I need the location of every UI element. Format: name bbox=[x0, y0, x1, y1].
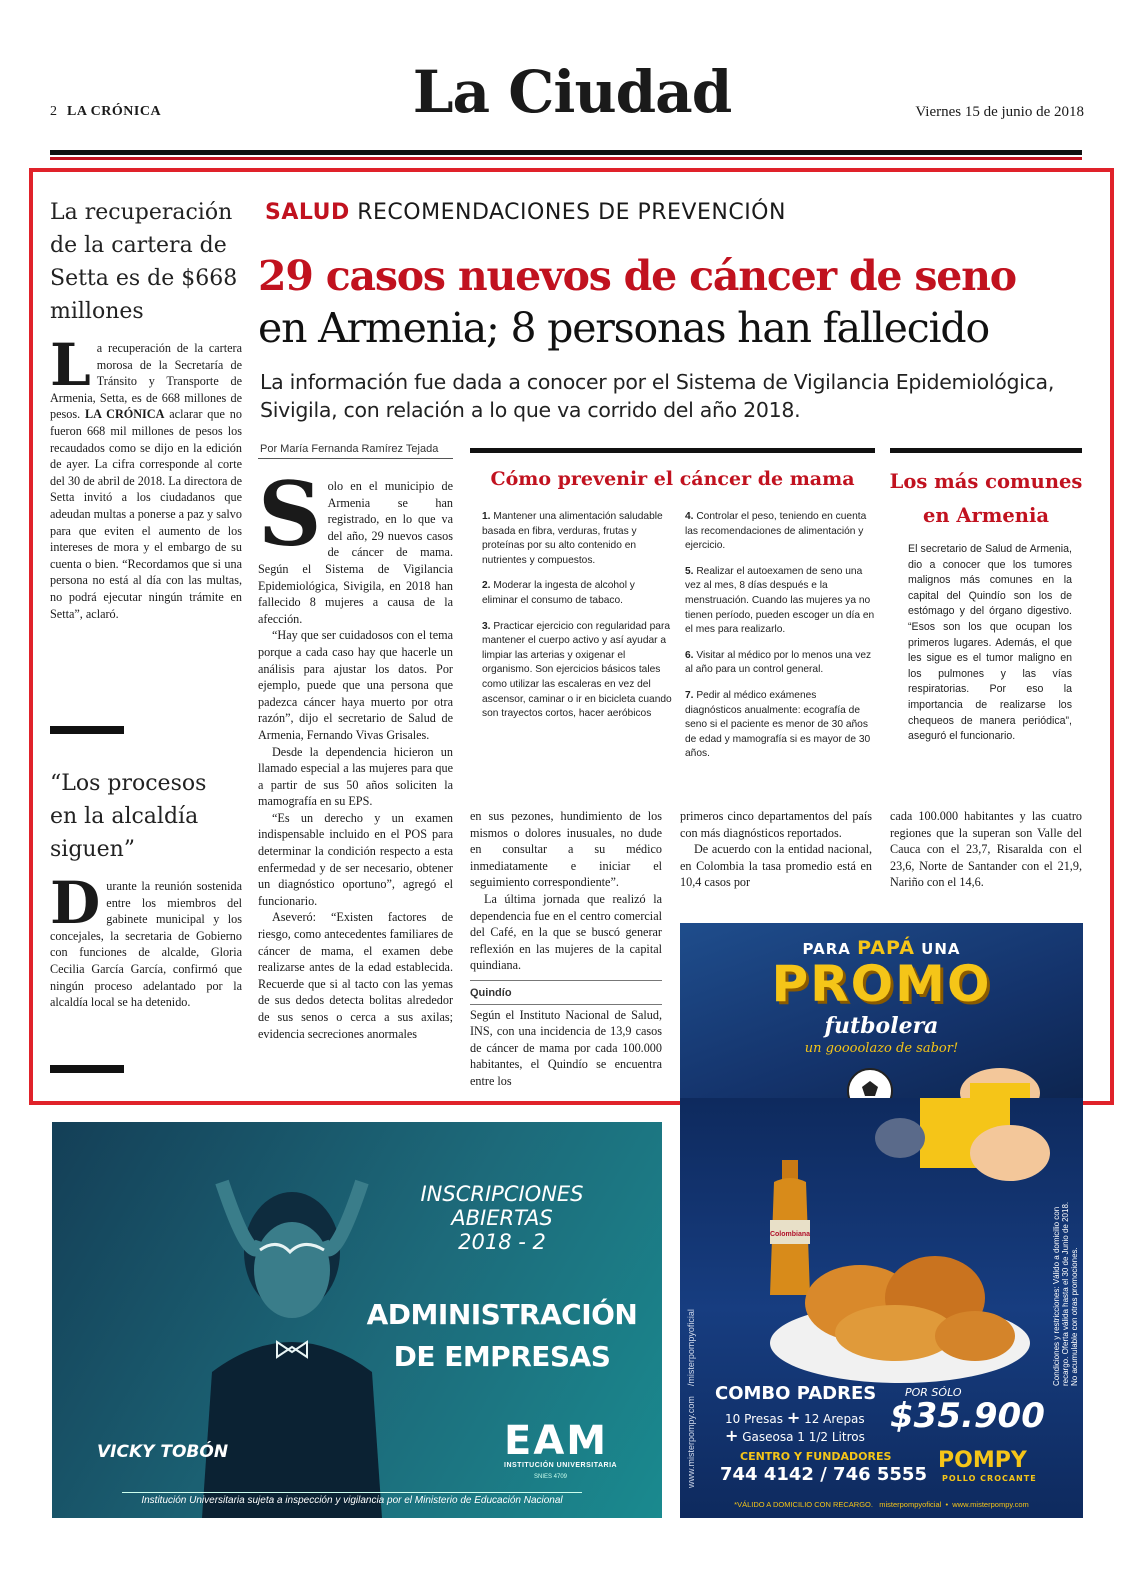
subhead-quindio: Quindío bbox=[470, 980, 662, 1002]
common-box-title: Los más comunes en Armenia bbox=[889, 470, 1083, 527]
issue-date: Viernes 15 de junio de 2018 bbox=[915, 104, 1084, 120]
prevention-tips-left bbox=[482, 510, 672, 733]
pompy-item-arepas: 12 Arepas bbox=[804, 1412, 865, 1426]
section-title: La Ciudad bbox=[412, 58, 732, 126]
article-column-2 bbox=[470, 808, 662, 1091]
prevention-tip: 6. Visitar al médico por lo menos una vez al año para un control general. bbox=[685, 649, 872, 676]
promo-slogan: un goooolazo de sabor! bbox=[804, 1041, 959, 1056]
sidebar-story1-body bbox=[50, 331, 242, 622]
paragraph: primeros cinco departamentos del país con más diagnósticos reportados. bbox=[680, 809, 872, 840]
soccer-ball-icon bbox=[840, 1061, 900, 1098]
pompy-location: CENTRO Y FUNDADORES bbox=[740, 1450, 892, 1463]
promo-futbolera: futbolera bbox=[824, 1013, 939, 1039]
common-box-body: El secretario de Salud de Armenia, dio a conocer que los tumores malignos más comunes en la capital del Quindío son los de estómago y del órgano digestivo. “Esos son los que ocupan los primeros lugares. Además, el que les sigue es el tumor maligno en los pulmones y las vías respiratorias. Por eso la importancia de realizarse los chequeos de manera periódica”, aseguró el funcionario. bbox=[908, 543, 1072, 743]
sidebar-story1-text: a recuperación de la cartera morosa de la Secretaría de Tránsito y Transporte de Armenia, Setta, es de 668 millones de pesos. LA CRÓNICA aclarar que no fueron 668 mil millones de pesos los recaudados como se dijo en la edición de ayer. La cifra corresponde al corte del 30 de abril de 2018. La directora de Setta invitó a los ciudadanos que adeudan multas a ponerse a paz y salvo para que eviten el aumento de los intereses de mora y el embargo de su cuenta o bien. “Recordamos que si una persona no está al día con las multas, no podrá ejecutar ningún trámite en Setta”, aclaró. bbox=[50, 341, 242, 621]
eam-snies: SNIES 4709 bbox=[534, 1474, 568, 1480]
pompy-conditions: Condiciones y restricciones: Válido a domicilio con recargo. Oferta válida hasta el 30 de Junio de 2018. No acumulable con otras promociones. bbox=[1052, 1201, 1079, 1386]
prevention-tip: 5. Realizar el autoexamen de seno una vez al mes, 8 días después e la menstruación. Cuando las mujeres ya no tienen período, pueden escoger un día en el mes para realizarlo. bbox=[685, 565, 875, 636]
eam-insc-line3: 2018 - 2 bbox=[458, 1230, 546, 1254]
article-deck: La información fue dada a conocer por el Sistema de Vigilancia Epidemiológica, Sivigila, con relación a lo que va corrido del año 2018. bbox=[260, 370, 1055, 422]
eam-program-line1: ADMINISTRACIÓN bbox=[366, 1298, 638, 1331]
paragraph: Aseveró: “Existen factores de riesgo, como antecedentes familiares de cáncer de mama, el examen debe realizarse antes de la edad establecida. Recuerde que si al tacto con las yemas de sus dedos detecta bolitas alrededor de sus senos o cerca a sus axilas; evidencia secreciones anormales bbox=[258, 910, 453, 1041]
paragraph: Desde la dependencia hicieron un llamado especial a las mujeres para que a partir de sus 50 años soliciten la mamografía en su EPS. bbox=[258, 744, 453, 809]
box-rule bbox=[890, 448, 1082, 453]
masthead-rule bbox=[50, 150, 1082, 155]
article-column-1-text: olo en el municipio de Armenia se han registrado, en lo que va del año, 29 nuevos casos de cáncer de mama. Según el Sistema de Vigilancia Epidemiológica, Sivigila, en 2018 han fallecido 8 mujeres a causa de la afección. “Hay que ser cuidadosos con el tema porque a cada caso hay que hacerle un análisis para ajustar los datos. Por ejemplo, puede que una persona que padezca cáncer haya muerto por otra razón”, dijo el secretario de Salud de Armenia, Fernando Vivas Grisales. Desde la dependencia hicieron un llamado especial a las mujeres para que a partir de sus 50 años soliciten la mamografía en su EPS. “Es un derecho y un examen indispensable incluido en el POS para determinar la condición respecto a esta enfermedad y de ser necesario, obtener un diagnóstico oportuno”, agregó el funcionario. Aseveró: “Existen factores de riesgo, como antecedentes familiares de cáncer de mama, el examen debe realizarse antes de la edad establecida. Recuerde que si al tacto con las yemas de sus dedos detecta bolitas alrededor de sus senos o cerca a sus axilas; evidencia secreciones anormales bbox=[258, 479, 453, 1041]
sidebar-divider bbox=[50, 726, 124, 734]
ad-pompy[interactable] bbox=[680, 1098, 1083, 1518]
paragraph: De acuerdo con la entidad nacional, en Colombia la tasa promedio está en 10,4 casos por bbox=[680, 842, 872, 890]
pompy-item-gaseosa: Gaseosa 1 1/2 Litros bbox=[742, 1430, 865, 1444]
dropcap: D bbox=[50, 869, 101, 937]
pompy-phones: 744 4142 / 746 5555 bbox=[720, 1464, 927, 1485]
article-column-1 bbox=[258, 478, 453, 1098]
eam-model-name: VICKY TOBÓN bbox=[97, 1442, 229, 1462]
mascot-icon bbox=[930, 1053, 1070, 1098]
prevention-tip: 7. Pedir al médico exámenes diagnósticos anualmente: ecografía de seno si el paciente es menor de 30 años de edad y mamografía si es mayor de 30 años. bbox=[685, 689, 871, 760]
paragraph: La última jornada que realizó la dependencia fue en el centro comercial del Café, en la que se buscó generar reflexión en las mujeres de la capital quindiana. bbox=[470, 891, 662, 973]
sidebar-story2-text: urante la reunión sostenida entre los miembros del gabinete municipal y los concejales, la secretaria de Gobierno con funciones de alcalde, Gloria Cecilia García García, confirmó que ningún proceso adelantado por la alcaldía local se ha detenido. bbox=[50, 879, 242, 1010]
pompy-item-presas: 10 Presas bbox=[725, 1412, 784, 1426]
pompy-brand-sub: POLLO CROCANTE bbox=[942, 1474, 1037, 1483]
promo-una: UNA bbox=[921, 940, 961, 958]
pompy-social: /misterpompyoficial bbox=[686, 1309, 696, 1387]
pompy-price: $35.900 bbox=[890, 1396, 1045, 1436]
eam-footer: Institución Universitaria sujeta a inspección y vigilancia por el Ministerio de Educación Nacional bbox=[122, 1492, 582, 1506]
bottle-label: Colombiana bbox=[769, 1231, 811, 1238]
pompy-combo: COMBO PADRES bbox=[715, 1383, 877, 1404]
prevention-tip: 1. Mantener una alimentación saludable basada en fibra, verduras, frutas y proteínas por su alto contenido en nutrientes y compuestos. bbox=[482, 511, 663, 566]
pompy-vertical-url bbox=[686, 1198, 700, 1488]
pompy-item-gaseosa-row: + Gaseosa 1 1/2 Litros bbox=[725, 1426, 865, 1445]
pompy-price-label: POR SÓLO bbox=[905, 1386, 962, 1399]
pompy-url: www.misterpompy.com bbox=[686, 1396, 696, 1488]
paragraph: en sus pezones, hundimiento de los mismos o dolores inusuales, no dude en consultar a su médico inmediatamente e iniciar el seguimiento correspondiente”. bbox=[470, 809, 662, 890]
article-kicker bbox=[265, 200, 786, 225]
box-rule bbox=[470, 448, 875, 453]
prevention-tip: 3. Practicar ejercicio con regularidad para mantener el cuerpo activo y así ayudar a limpiar las arterias y oxigenar el organismo. Son ejercicios básicos tales como utilizar las escaleras en vez del ascensor, caminar o ir en bicicleta cuando son trayectos cortos, hacer aeróbicos bbox=[482, 620, 672, 720]
ad-eam-university[interactable] bbox=[52, 1122, 662, 1518]
fried-chicken-plate-icon bbox=[760, 1208, 1040, 1388]
byline-rule bbox=[258, 458, 453, 459]
pompy-brand: POMPY bbox=[938, 1448, 1027, 1473]
article-column-4: cada 100.000 habitantes y las cuatro regiones que la superan son Valle del Cauca con el 23,7, Risaralda con el 23,6, Norte de Santander con el 21,9, Nariño con el 14,6. bbox=[890, 809, 1082, 890]
masthead-rule-red bbox=[50, 157, 1082, 160]
pompy-items: 10 Presas + 12 Arepas bbox=[725, 1408, 865, 1427]
eam-logo: EAM bbox=[504, 1418, 609, 1464]
dropcap: S bbox=[258, 478, 322, 566]
ad-promo-futbolera[interactable] bbox=[680, 923, 1083, 1098]
promo-papa: PAPÁ bbox=[857, 937, 915, 959]
article-column-2-text bbox=[470, 808, 662, 974]
prevention-tip: 4. Controlar el peso, teniendo en cuenta las recomendaciones de alimentación y ejercicio. bbox=[685, 511, 867, 552]
pompy-footer: *VÁLIDO A DOMICILIO CON RECARGO. misterpompyoficial • www.misterpompy.com bbox=[734, 1500, 1029, 1509]
article-column-2b-text: Según el Instituto Nacional de Salud, INS, con una incidencia de 13,9 casos de cáncer de mama por cada 100.000 habitantes, el Quindío se encuentra entre los bbox=[470, 1004, 662, 1091]
sidebar-story1-headline: La recuperación de la cartera de Setta es de $668 millones bbox=[50, 200, 238, 324]
eam-inscriptions bbox=[402, 1182, 602, 1254]
promo-word: PROMO bbox=[771, 955, 992, 1013]
sidebar-story2-body bbox=[50, 869, 242, 1011]
paragraph: “Es un derecho y un examen indispensable incluido en el POS para determinar la condición respecto a esta enfermedad y de ser necesario, obtener un diagnóstico oportuno”, agregó el funcionario. bbox=[258, 810, 453, 908]
article-column-3 bbox=[680, 808, 872, 891]
page-number: 2 bbox=[50, 104, 57, 119]
headline-black: en Armenia; 8 personas han fallecido bbox=[258, 304, 989, 352]
eam-insc-line1: INSCRIPCIONES bbox=[420, 1182, 584, 1206]
prevention-tip: 2. Moderar la ingesta de alcohol y eliminar el consumo de tabaco. bbox=[482, 580, 635, 606]
eam-insc-line2: ABIERTAS bbox=[451, 1206, 553, 1230]
byline: Por María Fernanda Ramírez Tejada bbox=[260, 443, 439, 455]
prevention-tips-right bbox=[685, 510, 875, 773]
kicker-section: SALUD bbox=[265, 200, 350, 225]
eam-program bbox=[357, 1294, 647, 1378]
mascot-icon bbox=[860, 1098, 1080, 1188]
eam-logo-sub: INSTITUCIÓN UNIVERSITARIA bbox=[504, 1462, 618, 1469]
prevention-box-title: Cómo prevenir el cáncer de mama bbox=[490, 468, 855, 490]
dropcap: L bbox=[50, 331, 91, 399]
paper-name: LA CRÓNICA bbox=[67, 104, 162, 119]
promo-para: PARA bbox=[802, 940, 851, 958]
eam-program-line2: DE EMPRESAS bbox=[393, 1340, 611, 1373]
headline-red: 29 casos nuevos de cáncer de seno bbox=[258, 252, 1016, 300]
kicker-topic: RECOMENDACIONES DE PREVENCIÓN bbox=[357, 200, 786, 225]
sidebar-divider bbox=[50, 1065, 124, 1073]
sidebar-story2-headline: “Los procesos en la alcaldía siguen” bbox=[50, 771, 207, 862]
paragraph: “Hay que ser cuidadosos con el tema porque a cada caso hay que hacerle un análisis para ajustar los datos. Por ejemplo, puede que una persona que padezca cáncer haya muerto por otra razón”, dijo el secretario de Salud de Armenia, Fernando Vivas Grisales. bbox=[258, 628, 453, 742]
